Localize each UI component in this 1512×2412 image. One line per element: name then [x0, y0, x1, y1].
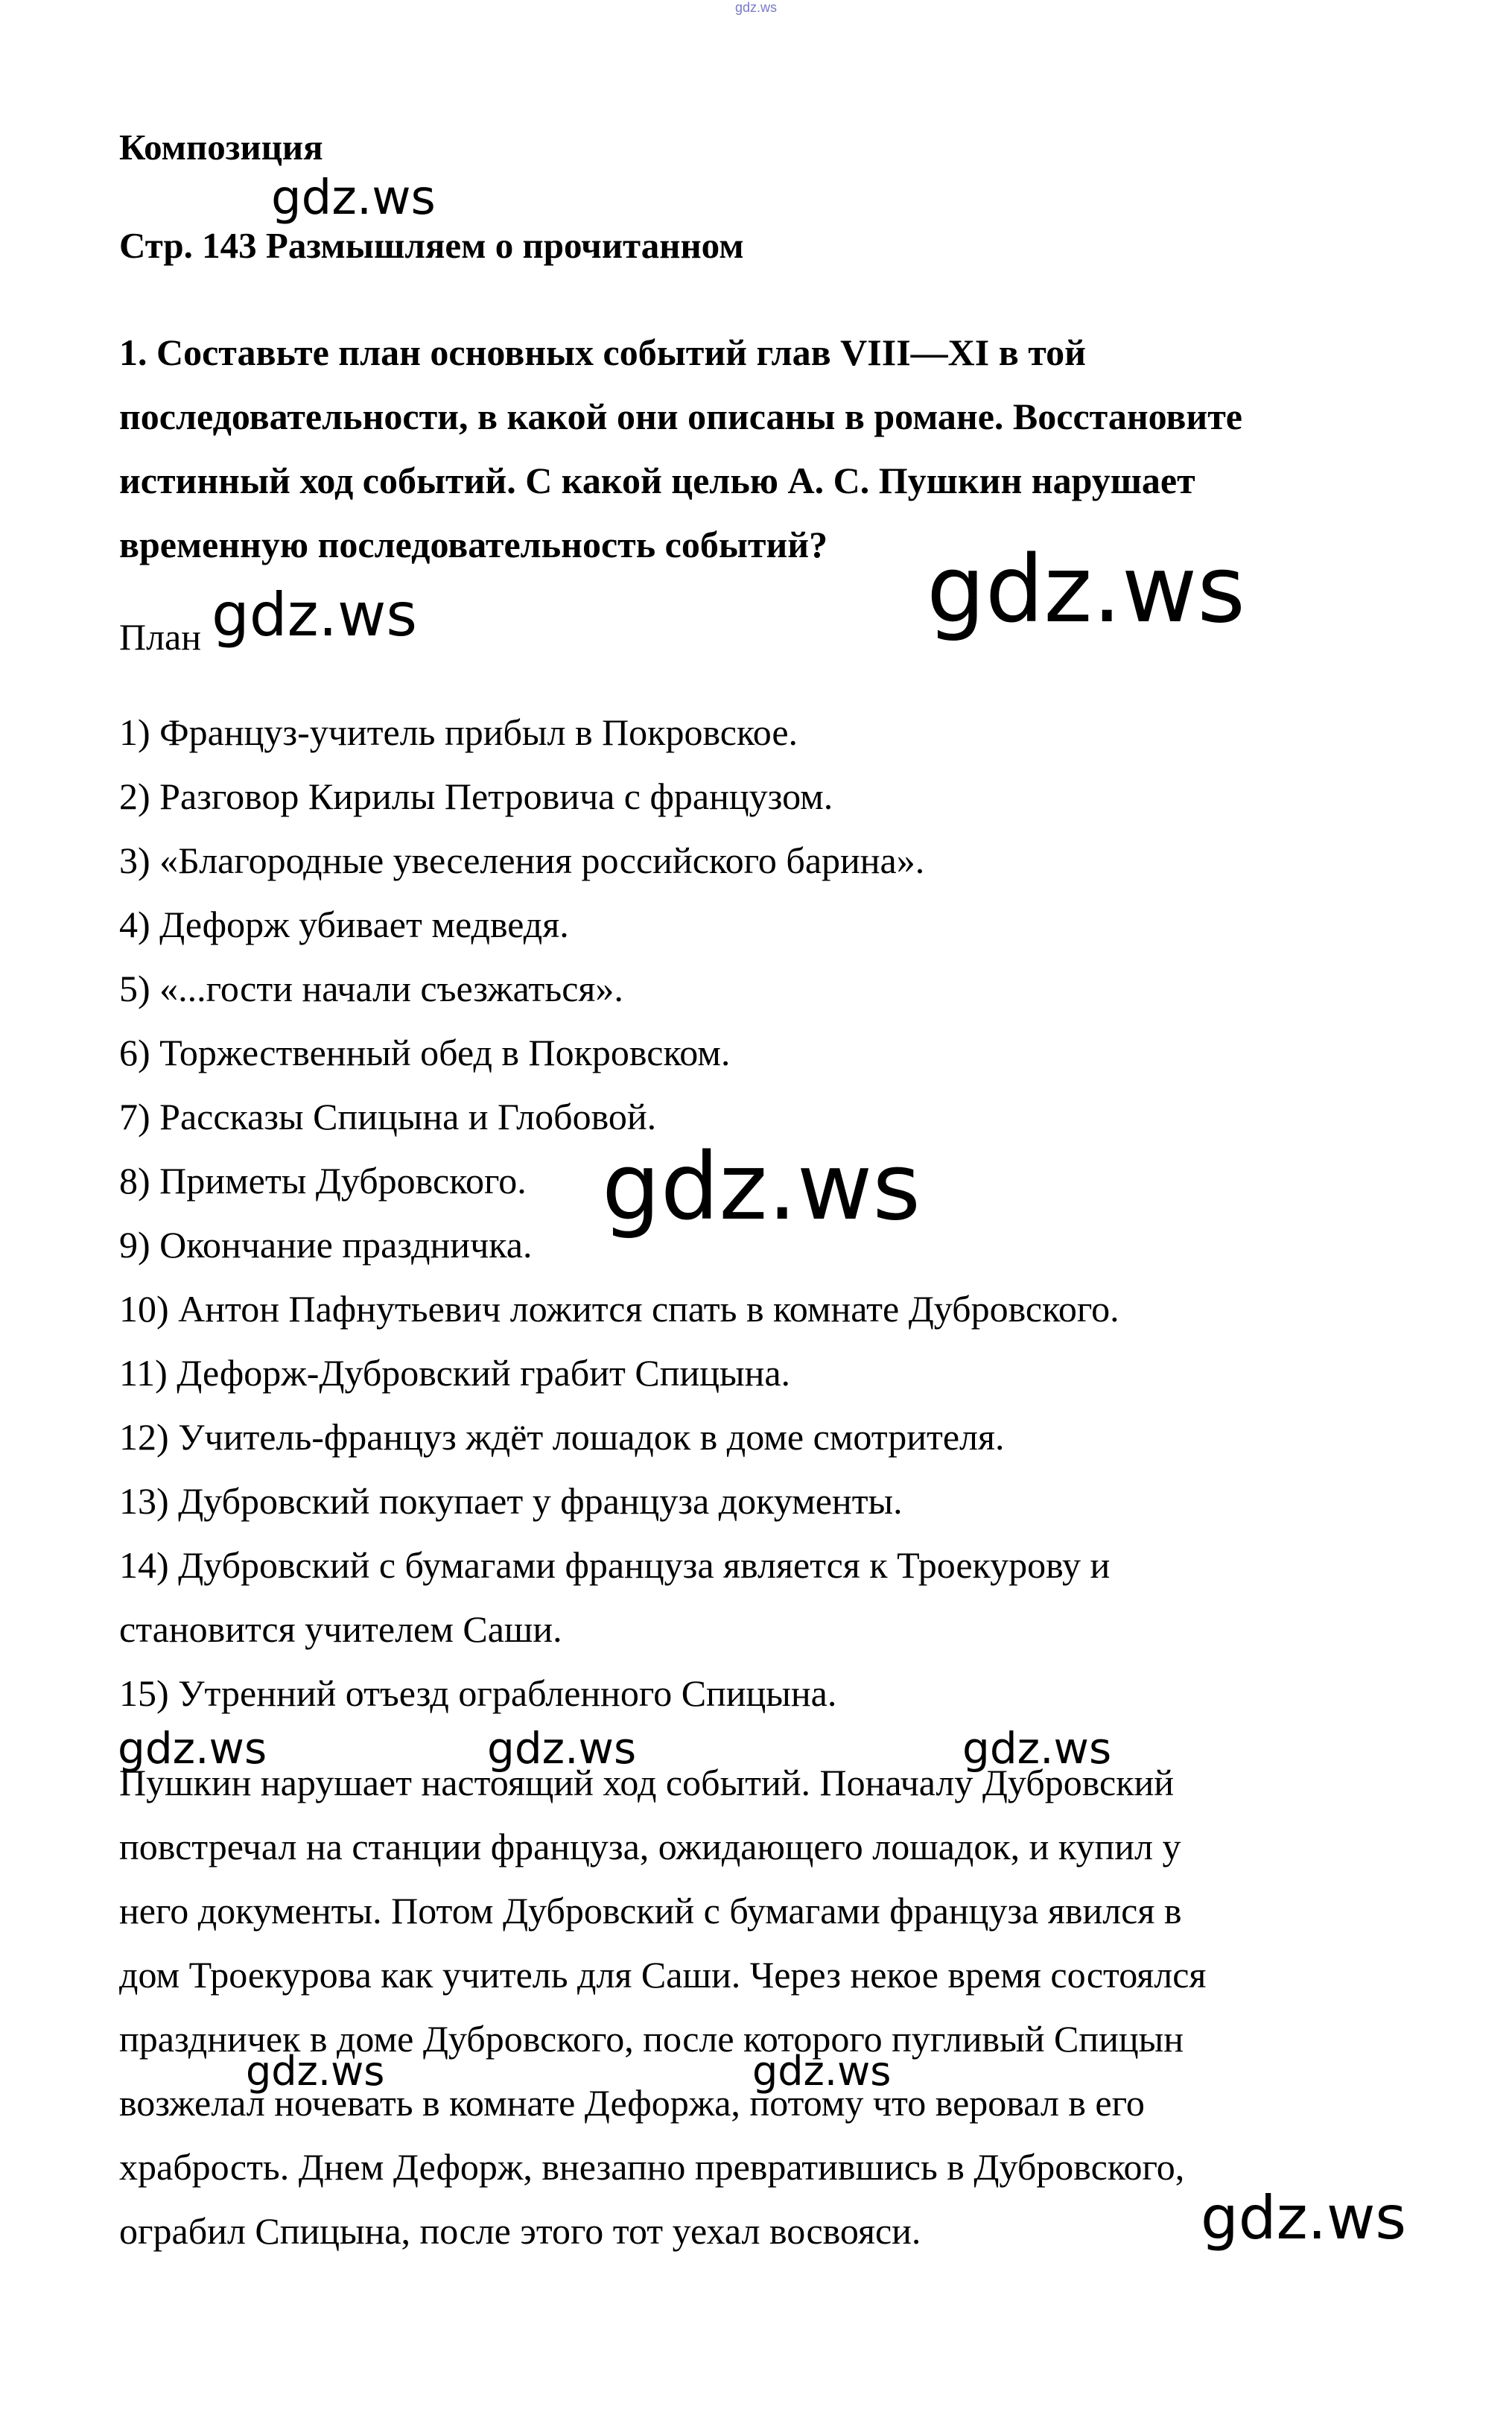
question-line: 1. Составьте план основных событий глав VIII—XI в той	[119, 331, 1086, 373]
plan-item: 3) «Благородные увеселения российского барина».	[119, 840, 925, 881]
answer-line: ограбил Спицына, после этого тот уехал восвояси.	[119, 2210, 921, 2252]
plan-item: 6) Торжественный обед в Покровском.	[119, 1032, 731, 1073]
plan-item: 9) Окончание праздничка.	[119, 1224, 533, 1266]
plan-item: 2) Разговор Кирилы Петровича с французом.	[119, 775, 833, 817]
plan-item: 4) Дефорж убивает медведя.	[119, 904, 569, 945]
answer-line: Пушкин нарушает настоящий ход событий. Поначалу Дубровский	[119, 1762, 1175, 1803]
watermark: gdz.ws	[212, 580, 418, 650]
plan-item: 13) Дубровский покупает у француза документы.	[119, 1480, 903, 1522]
plan-item: 7) Рассказы Спицына и Глобовой.	[119, 1096, 657, 1137]
watermark: gdz.ws	[1201, 2183, 1407, 2253]
answer-line: дом Троекурова как учитель для Саши. Через некое время состоялся	[119, 1954, 1207, 1996]
plan-label: План	[119, 616, 202, 658]
plan-item: 5) «...гости начали съезжаться».	[119, 968, 623, 1009]
plan-item: 10) Антон Пафнутьевич ложится спать в комнате Дубровского.	[119, 1288, 1119, 1330]
question-line: последовательности, в какой они описаны в романе. Восстановите	[119, 396, 1242, 437]
watermark: gdz.ws	[246, 2048, 385, 2095]
answer-line: храбрость. Днем Дефорж, внезапно превратившись в Дубровского,	[119, 2146, 1185, 2188]
watermark: gdz.ws	[602, 1134, 921, 1241]
watermark: gdz.ws	[962, 1723, 1112, 1774]
answer-line: повстречал на станции француза, ожидающего лошадок, и купил у	[119, 1826, 1181, 1867]
answer-text	[119, 1751, 1206, 2263]
watermark: gdz.ws	[927, 536, 1245, 644]
section-title: Композиция	[119, 127, 323, 168]
answer-line: него документы. Потом Дубровский с бумагами француза явился в	[119, 1890, 1182, 1932]
plan-item: 8) Приметы Дубровского.	[119, 1160, 527, 1202]
plan-item: 15) Утренний отъезд ограбленного Спицына.	[119, 1672, 837, 1714]
watermark: gdz.ws	[752, 2048, 892, 2095]
plan-item: 14) Дубровский с бумагами француза является к Троекурову и	[119, 1544, 1111, 1586]
answer-line: праздничек в доме Дубровского, после которого пугливый Спицын	[119, 2018, 1184, 2060]
watermark: gdz.ws	[118, 1723, 267, 1774]
header-watermark: gdz.ws	[734, 0, 778, 15]
watermark: gdz.ws	[487, 1723, 637, 1774]
plan-item: становится учителем Саши.	[119, 1608, 562, 1650]
plan-item: 12) Учитель-француз ждёт лошадок в доме смотрителя.	[119, 1416, 1005, 1458]
page-subtitle: Стр. 143 Размышляем о прочитанном	[119, 225, 744, 266]
question-line: истинный ход событий. С какой целью А. С. Пушкин нарушает	[119, 460, 1195, 501]
answer-line: возжелал ночевать в комнате Дефоржа, потому что веровал в его	[119, 2082, 1145, 2124]
watermark: gdz.ws	[271, 171, 436, 226]
plan-item: 11) Дефорж-Дубровский грабит Спицына.	[119, 1352, 791, 1394]
question-line: временную последовательность событий?	[119, 524, 828, 565]
plan-item: 1) Француз-учитель прибыл в Покровское.	[119, 711, 798, 753]
